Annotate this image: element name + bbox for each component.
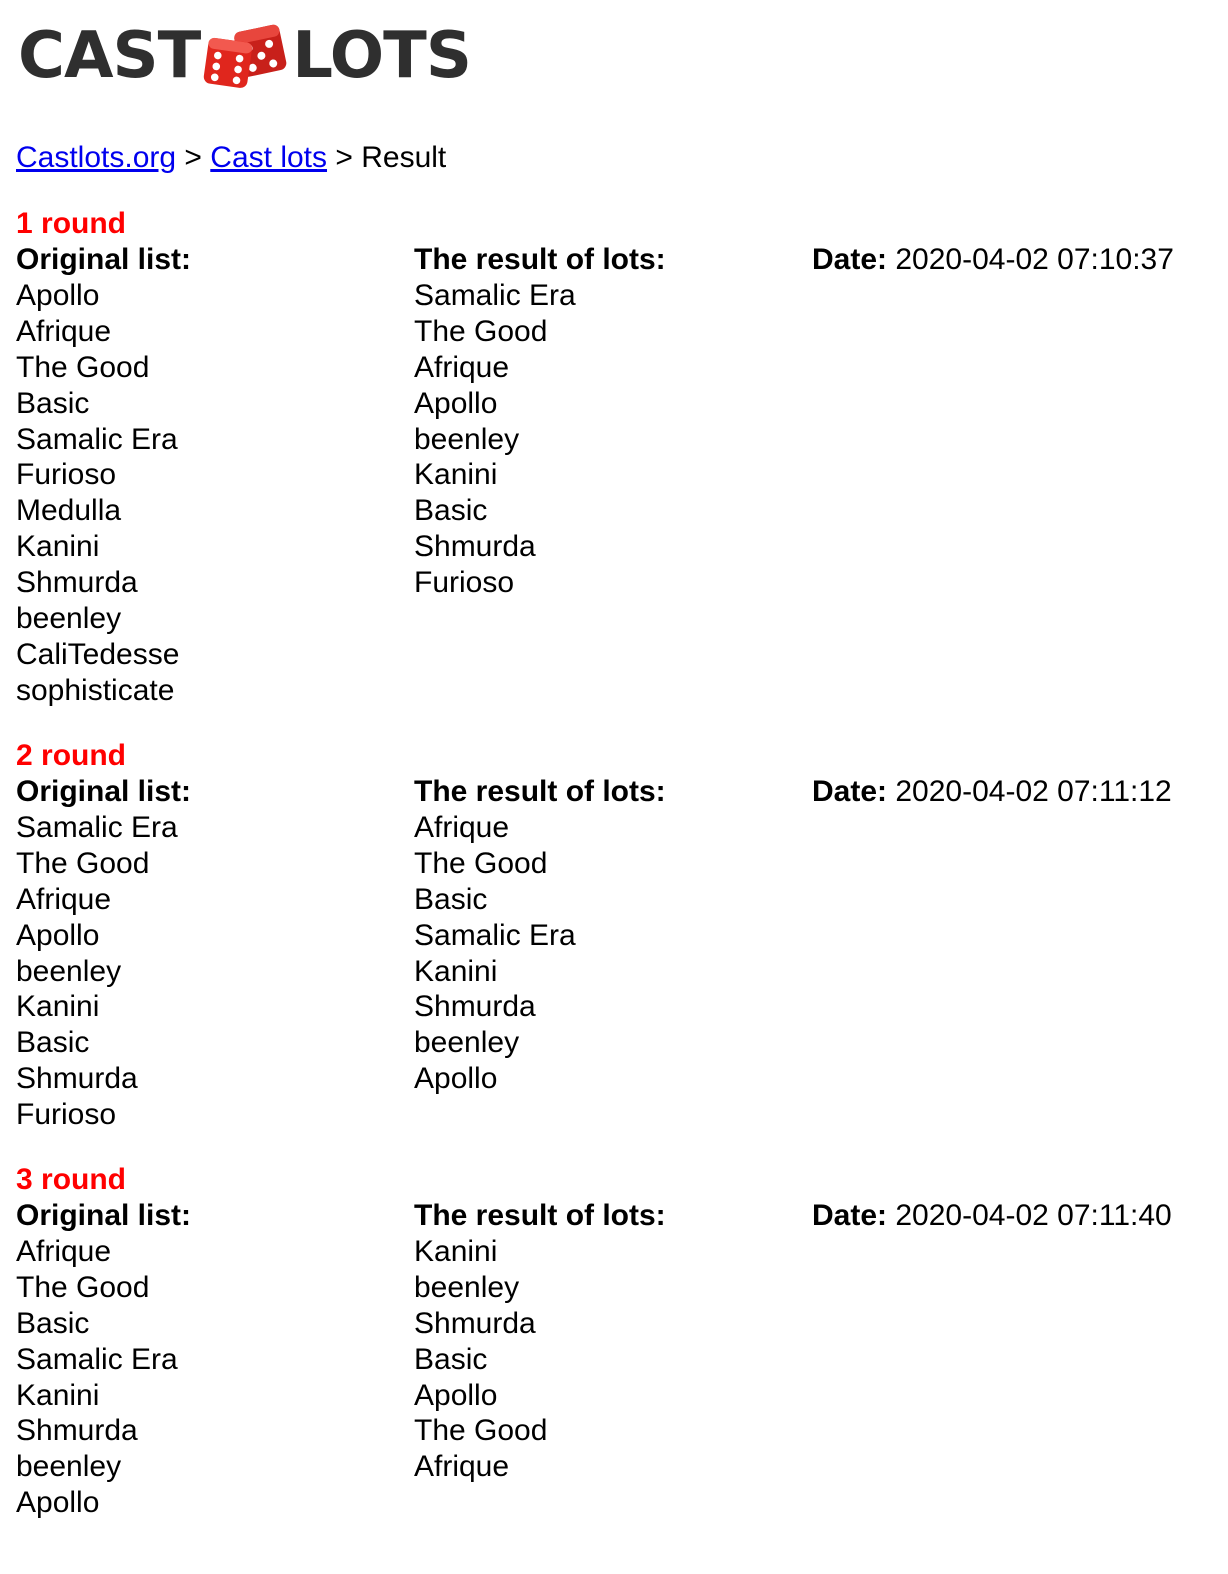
- date-column: [812, 242, 1174, 278]
- list-item: Apollo: [414, 1062, 498, 1096]
- list-item: sophisticate: [16, 673, 175, 707]
- date-column: [812, 1198, 1172, 1234]
- list-item: Shmurda: [16, 1062, 138, 1096]
- breadcrumb-cast-lots-link[interactable]: Cast lots: [210, 141, 328, 174]
- breadcrumb-separator: >: [184, 141, 202, 174]
- list-item: Apollo: [16, 918, 100, 952]
- list-item: beenley: [16, 954, 122, 988]
- list-item: Afrique: [414, 350, 510, 384]
- list-item: Basic: [414, 494, 488, 528]
- list-item: Basic: [414, 882, 488, 916]
- list-item: Apollo: [16, 1486, 100, 1520]
- list-item: The Good: [414, 314, 548, 348]
- list-item: Afrique: [16, 314, 112, 348]
- list-item: Basic: [16, 386, 90, 420]
- dice-icon: [198, 18, 294, 94]
- list-item: The Good: [414, 1414, 548, 1448]
- round-section: [16, 1162, 1216, 1520]
- date-column: [812, 774, 1172, 810]
- list-item: Shmurda: [16, 1414, 138, 1448]
- result-list-column: [414, 774, 666, 1097]
- result-list-heading: The result of lots:: [414, 775, 666, 808]
- round-title: 2 round: [16, 739, 126, 772]
- result-list-heading: The result of lots:: [414, 1199, 666, 1232]
- list-item: Apollo: [414, 386, 498, 420]
- original-list-column: [16, 774, 191, 1133]
- list-item: Afrique: [16, 882, 112, 916]
- list-item: The Good: [414, 846, 548, 880]
- original-list-heading: Original list:: [16, 775, 192, 808]
- original-list-heading: Original list:: [16, 243, 192, 276]
- result-list-heading: The result of lots:: [414, 243, 666, 276]
- list-item: The Good: [16, 1270, 150, 1304]
- round-title: 1 round: [16, 207, 126, 240]
- list-item: Shmurda: [414, 530, 536, 564]
- date-value: 2020-04-02 07:11:40: [895, 1199, 1172, 1232]
- list-item: Basic: [16, 1026, 90, 1060]
- list-item: Samalic Era: [414, 918, 576, 952]
- list-item: Kanini: [16, 530, 100, 564]
- list-item: Furioso: [16, 1098, 117, 1132]
- list-item: Shmurda: [414, 1306, 536, 1340]
- list-item: Kanini: [414, 954, 498, 988]
- list-item: Furioso: [16, 458, 117, 492]
- breadcrumb-current: Result: [361, 141, 447, 174]
- list-item: beenley: [16, 1450, 122, 1484]
- round-title: 3 round: [16, 1163, 126, 1196]
- date-label: Date:: [812, 243, 888, 276]
- list-item: Kanini: [16, 990, 100, 1024]
- original-list-column: [16, 242, 191, 709]
- breadcrumb-separator: >: [335, 141, 353, 174]
- date-value: 2020-04-02 07:10:37: [895, 243, 1174, 276]
- list-item: Basic: [414, 1342, 488, 1376]
- list-item: beenley: [16, 602, 122, 636]
- result-list-column: [414, 242, 666, 601]
- list-item: Afrique: [414, 1450, 510, 1484]
- list-item: Basic: [16, 1306, 90, 1340]
- list-item: Furioso: [414, 566, 515, 600]
- list-item: Medulla: [16, 494, 122, 528]
- logo-text-right: LOTS: [292, 19, 471, 93]
- list-item: Kanini: [16, 1378, 100, 1412]
- list-item: Apollo: [16, 278, 100, 312]
- list-item: Shmurda: [16, 566, 138, 600]
- list-item: CaliTedesse: [16, 637, 180, 671]
- date-value: 2020-04-02 07:11:12: [895, 775, 1172, 808]
- list-item: beenley: [414, 422, 520, 456]
- list-item: The Good: [16, 846, 150, 880]
- list-item: Samalic Era: [414, 278, 576, 312]
- original-list-column: [16, 1198, 191, 1521]
- date-label: Date:: [812, 775, 888, 808]
- breadcrumb: [16, 140, 446, 176]
- list-item: Kanini: [414, 458, 498, 492]
- site-logo[interactable]: [18, 16, 471, 96]
- list-item: Samalic Era: [16, 810, 178, 844]
- list-item: Afrique: [16, 1234, 112, 1268]
- list-item: Apollo: [414, 1378, 498, 1412]
- list-item: Shmurda: [414, 990, 536, 1024]
- round-section: [16, 738, 1216, 1132]
- round-section: [16, 206, 1216, 707]
- list-item: Kanini: [414, 1234, 498, 1268]
- list-item: Samalic Era: [16, 1342, 178, 1376]
- list-item: beenley: [414, 1026, 520, 1060]
- list-item: The Good: [16, 350, 150, 384]
- date-label: Date:: [812, 1199, 888, 1232]
- breadcrumb-home-link[interactable]: Castlots.org: [16, 141, 177, 174]
- original-list-heading: Original list:: [16, 1199, 192, 1232]
- list-item: Afrique: [414, 810, 510, 844]
- result-list-column: [414, 1198, 666, 1485]
- logo-text-left: CAST: [18, 19, 201, 93]
- list-item: Samalic Era: [16, 422, 178, 456]
- list-item: beenley: [414, 1270, 520, 1304]
